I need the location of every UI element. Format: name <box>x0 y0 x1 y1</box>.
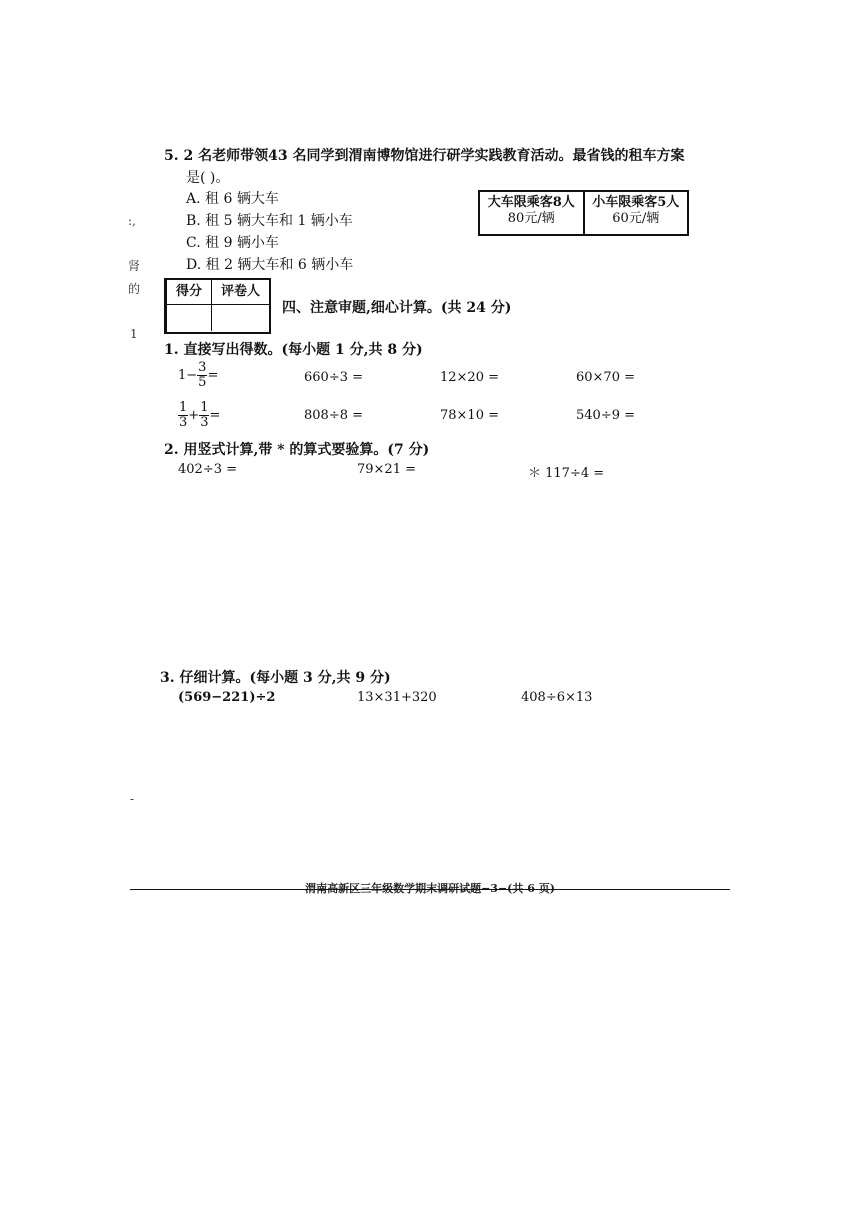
fare-big-title: 大车限乘客8人 <box>487 195 575 210</box>
footer-divider <box>130 889 730 890</box>
margin-mark: 的 <box>128 282 141 296</box>
option-b: B. 租 5 辆大车和 1 辆小车 <box>186 213 353 229</box>
option-c: C. 租 9 辆小车 <box>186 235 279 251</box>
margin-mark: 肾 <box>128 259 141 273</box>
oral-item-2: 660÷3 = <box>304 370 364 385</box>
score-box <box>164 278 271 334</box>
fare-cell-big <box>480 192 583 234</box>
margin-mark: 1 <box>130 327 138 341</box>
fare-small-price: 60元/辆 <box>612 211 660 226</box>
calc-item-3: 408÷6×13 <box>521 690 593 705</box>
vertical-item-2: 79×21 = <box>357 462 417 477</box>
section4-title: 四、注意审题,细心计算。(共 24 分) <box>282 300 512 316</box>
fare-small-title: 小车限乘客5人 <box>592 195 680 210</box>
fraction-3-5: $\frac{3}{5}$ <box>198 360 207 390</box>
grader-label: 评卷人 <box>220 284 260 299</box>
oral-item-3: 12×20 = <box>440 370 500 385</box>
oral-item-5: $\frac{1}{3}$ + $\frac{1}{3}$ = <box>179 400 221 430</box>
score-cell <box>167 305 212 331</box>
question5-line2: 是( )。 <box>186 170 230 186</box>
margin-mark: :, <box>128 214 136 228</box>
oral-item-4: 60×70 = <box>576 370 636 385</box>
oral-item-8: 540÷9 = <box>576 408 636 423</box>
oral-item-7: 78×10 = <box>440 408 500 423</box>
grader-cell <box>212 305 269 331</box>
fraction-1-3-a: $\frac{1}{3}$ <box>179 400 188 430</box>
option-d: D. 租 2 辆大车和 6 辆小车 <box>186 257 354 273</box>
margin-mark: - <box>130 792 135 806</box>
part3-title: 3. 仔细计算。(每小题 3 分,共 9 分) <box>160 670 391 686</box>
question5-line1: 5. 2 名老师带领43 名同学到渭南博物馆进行研学实践教育活动。最省钱的租车方案 <box>164 148 685 164</box>
vertical-item-3: ＊ 117÷4 = <box>528 466 605 481</box>
calc-item-1: (569−221)÷2 <box>178 690 276 705</box>
fraction-1-3-b: $\frac{1}{3}$ <box>200 400 209 430</box>
vertical-item-1: 402÷3 = <box>178 462 238 477</box>
oral-item-6: 808÷8 = <box>304 408 364 423</box>
fare-table <box>478 190 689 236</box>
score-label: 得分 <box>167 280 212 304</box>
fare-big-price: 80元/辆 <box>507 211 555 226</box>
oral-item-1: 1− $\frac{3}{5}$ = <box>178 360 219 390</box>
option-a: A. 租 6 辆大车 <box>186 191 279 207</box>
part1-title: 1. 直接写出得数。(每小题 1 分,共 8 分) <box>164 342 423 358</box>
fare-cell-small <box>583 192 688 234</box>
part2-title: 2. 用竖式计算,带 * 的算式要验算。(7 分) <box>164 442 430 458</box>
calc-item-2: 13×31+320 <box>357 690 437 705</box>
page-footer: 渭南高新区三年级数学期末调研试题−3−(共 6 页) <box>305 882 555 895</box>
